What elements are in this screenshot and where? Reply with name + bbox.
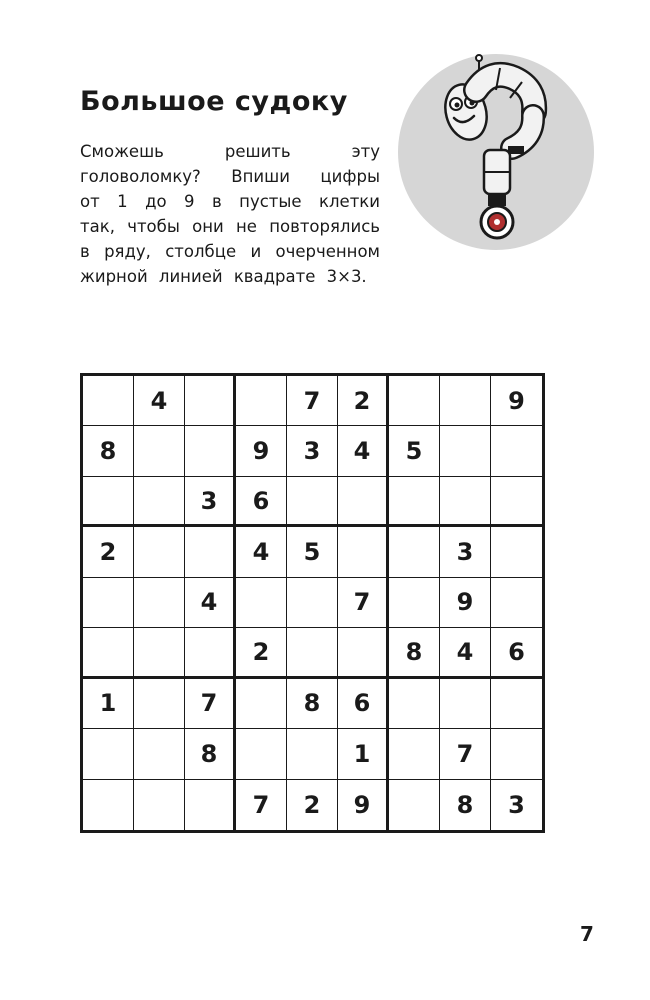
instructions-line: от 1 до 9 в пустые клетки	[80, 192, 380, 211]
sudoku-empty-cell[interactable]	[491, 426, 542, 476]
sudoku-given-cell: 8	[185, 729, 236, 779]
sudoku-empty-cell[interactable]	[83, 477, 134, 527]
sudoku-given-cell: 8	[83, 426, 134, 476]
sudoku-empty-cell[interactable]	[185, 376, 236, 426]
sudoku-given-cell: 4	[134, 376, 185, 426]
instructions-line: жирной линией квадрате 3×3.	[80, 267, 367, 286]
sudoku-given-cell: 9	[440, 578, 491, 628]
sudoku-given-cell: 1	[338, 729, 389, 779]
sudoku-given-cell: 9	[491, 376, 542, 426]
sudoku-given-cell: 7	[185, 679, 236, 729]
sudoku-empty-cell[interactable]	[236, 376, 287, 426]
sudoku-grid	[80, 373, 545, 833]
sudoku-given-cell: 4	[185, 578, 236, 628]
sudoku-empty-cell[interactable]	[491, 679, 542, 729]
sudoku-empty-cell[interactable]	[491, 527, 542, 577]
sudoku-empty-cell[interactable]	[287, 477, 338, 527]
sudoku-given-cell: 2	[83, 527, 134, 577]
sudoku-empty-cell[interactable]	[236, 729, 287, 779]
sudoku-given-cell: 2	[236, 628, 287, 678]
sudoku-given-cell: 3	[440, 527, 491, 577]
sudoku-empty-cell[interactable]	[185, 780, 236, 830]
sudoku-given-cell: 6	[236, 477, 287, 527]
sudoku-empty-cell[interactable]	[287, 628, 338, 678]
sudoku-given-cell: 7	[338, 578, 389, 628]
sudoku-empty-cell[interactable]	[83, 780, 134, 830]
sudoku-empty-cell[interactable]	[185, 426, 236, 476]
instructions-line: так, чтобы они не повторялись	[80, 217, 380, 236]
page-number: 7	[580, 922, 594, 946]
instructions-line: Сможешь решить эту	[80, 142, 380, 161]
sudoku-empty-cell[interactable]	[389, 527, 440, 577]
sudoku-empty-cell[interactable]	[83, 628, 134, 678]
sudoku-given-cell: 2	[287, 780, 338, 830]
question-mark-robot-icon	[396, 50, 596, 255]
sudoku-empty-cell[interactable]	[440, 679, 491, 729]
sudoku-given-cell: 3	[185, 477, 236, 527]
sudoku-given-cell: 6	[338, 679, 389, 729]
sudoku-given-cell: 1	[83, 679, 134, 729]
sudoku-given-cell: 2	[338, 376, 389, 426]
sudoku-given-cell: 8	[440, 780, 491, 830]
sudoku-given-cell: 7	[287, 376, 338, 426]
instructions-line: головоломку? Впиши цифры	[80, 167, 380, 186]
sudoku-empty-cell[interactable]	[134, 780, 185, 830]
sudoku-empty-cell[interactable]	[389, 477, 440, 527]
sudoku-empty-cell[interactable]	[389, 679, 440, 729]
sudoku-given-cell: 8	[389, 628, 440, 678]
sudoku-empty-cell[interactable]	[83, 578, 134, 628]
sudoku-empty-cell[interactable]	[491, 477, 542, 527]
sudoku-empty-cell[interactable]	[440, 426, 491, 476]
sudoku-empty-cell[interactable]	[134, 477, 185, 527]
sudoku-given-cell: 4	[236, 527, 287, 577]
instructions-text	[80, 139, 380, 289]
sudoku-given-cell: 7	[440, 729, 491, 779]
sudoku-empty-cell[interactable]	[134, 578, 185, 628]
sudoku-empty-cell[interactable]	[440, 477, 491, 527]
sudoku-empty-cell[interactable]	[338, 628, 389, 678]
sudoku-given-cell: 5	[287, 527, 338, 577]
sudoku-empty-cell[interactable]	[338, 477, 389, 527]
sudoku-given-cell: 4	[440, 628, 491, 678]
sudoku-empty-cell[interactable]	[338, 527, 389, 577]
sudoku-empty-cell[interactable]	[134, 527, 185, 577]
sudoku-empty-cell[interactable]	[389, 578, 440, 628]
sudoku-given-cell: 3	[287, 426, 338, 476]
sudoku-empty-cell[interactable]	[236, 578, 287, 628]
sudoku-given-cell: 8	[287, 679, 338, 729]
sudoku-empty-cell[interactable]	[83, 729, 134, 779]
sudoku-empty-cell[interactable]	[134, 679, 185, 729]
sudoku-empty-cell[interactable]	[491, 729, 542, 779]
sudoku-given-cell: 9	[338, 780, 389, 830]
sudoku-empty-cell[interactable]	[491, 578, 542, 628]
sudoku-empty-cell[interactable]	[440, 376, 491, 426]
sudoku-empty-cell[interactable]	[134, 628, 185, 678]
sudoku-given-cell: 5	[389, 426, 440, 476]
sudoku-empty-cell[interactable]	[185, 527, 236, 577]
sudoku-given-cell: 3	[508, 790, 525, 819]
sudoku-empty-cell[interactable]	[287, 578, 338, 628]
sudoku-given-cell: 4	[338, 426, 389, 476]
sudoku-empty-cell[interactable]	[389, 780, 440, 830]
page-title: Большое судоку	[80, 86, 348, 117]
sudoku-empty-cell[interactable]	[287, 729, 338, 779]
sudoku-empty-cell[interactable]	[236, 679, 287, 729]
sudoku-empty-cell[interactable]	[389, 729, 440, 779]
sudoku-empty-cell[interactable]	[134, 426, 185, 476]
sudoku-empty-cell[interactable]	[134, 729, 185, 779]
sudoku-empty-cell[interactable]	[185, 628, 236, 678]
sudoku-empty-cell[interactable]	[389, 376, 440, 426]
sudoku-given-cell: 7	[236, 780, 287, 830]
sudoku-given-cell: 9	[236, 426, 287, 476]
sudoku-given-cell: 6	[491, 628, 542, 678]
instructions-line: в ряду, столбце и очерченном	[80, 242, 380, 261]
sudoku-empty-cell[interactable]	[83, 376, 134, 426]
